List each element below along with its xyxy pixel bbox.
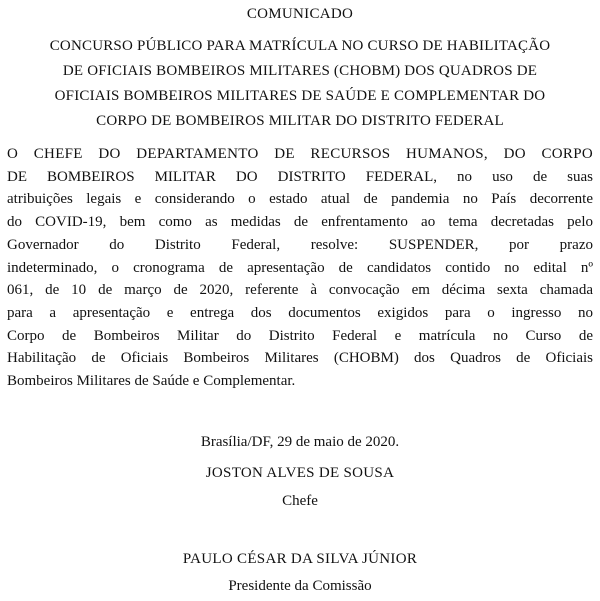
heading-line: OFICIAIS BOMBEIROS MILITARES DE SAÚDE E COMPLEMENTAR DO bbox=[54, 88, 546, 104]
signatory-role: Presidente da Comissão bbox=[228, 578, 372, 594]
body-line: do COVID-19, bem como as medidas de enfrentamento ao tema decretadas pelo bbox=[7, 214, 593, 231]
heading-line: DE OFICIAIS BOMBEIROS MILITARES (CHOBM) DOS QUADROS DE bbox=[62, 63, 538, 79]
document-date: Brasília/DF, 29 de maio de 2020. bbox=[200, 434, 400, 450]
heading-line: CONCURSO PÚBLICO PARA MATRÍCULA NO CURSO DE HABILITAÇÃO bbox=[49, 38, 551, 54]
body-line: DE BOMBEIROS MILITAR DO DISTRITO FEDERAL, no uso de suas bbox=[7, 168, 593, 185]
body-line: para a apresentação e entrega dos documentos exigidos para o ingresso no bbox=[7, 304, 593, 321]
body-line: Corpo de Bombeiros Militar do Distrito Federal e matrícula no Curso de bbox=[7, 327, 593, 344]
document-heading bbox=[0, 34, 600, 134]
heading-line: CORPO DE BOMBEIROS MILITAR DO DISTRITO FEDERAL bbox=[96, 113, 504, 129]
body-line: Habilitação de Oficiais Bombeiros Militares (CHOBM) dos Quadros de Oficiais bbox=[7, 350, 593, 367]
body-line: 061, de 10 de março de 2020, referente à convocação em décima sexta chamada bbox=[7, 282, 593, 299]
body-line: atribuições legais e considerando o estado atual de pandemia no País decorrente bbox=[7, 191, 593, 208]
body-line: Bombeiros Militares de Saúde e Complementar. bbox=[7, 373, 296, 390]
signatory-name: JOSTON ALVES DE SOUSA bbox=[205, 465, 395, 481]
body-line: indeterminado, o cronograma de apresentação de candidatos contido no edital nº bbox=[7, 259, 593, 276]
document-title: COMUNICADO bbox=[246, 6, 354, 22]
body-line: Governador do Distrito Federal, resolve: SUSPENDER, por prazo bbox=[7, 236, 593, 253]
document-body bbox=[7, 143, 593, 393]
signatory-role: Chefe bbox=[282, 493, 318, 509]
signatory-name: PAULO CÉSAR DA SILVA JÚNIOR bbox=[182, 551, 418, 567]
body-line: O CHEFE DO DEPARTAMENTO DE RECURSOS HUMANOS, DO CORPO bbox=[7, 146, 593, 162]
